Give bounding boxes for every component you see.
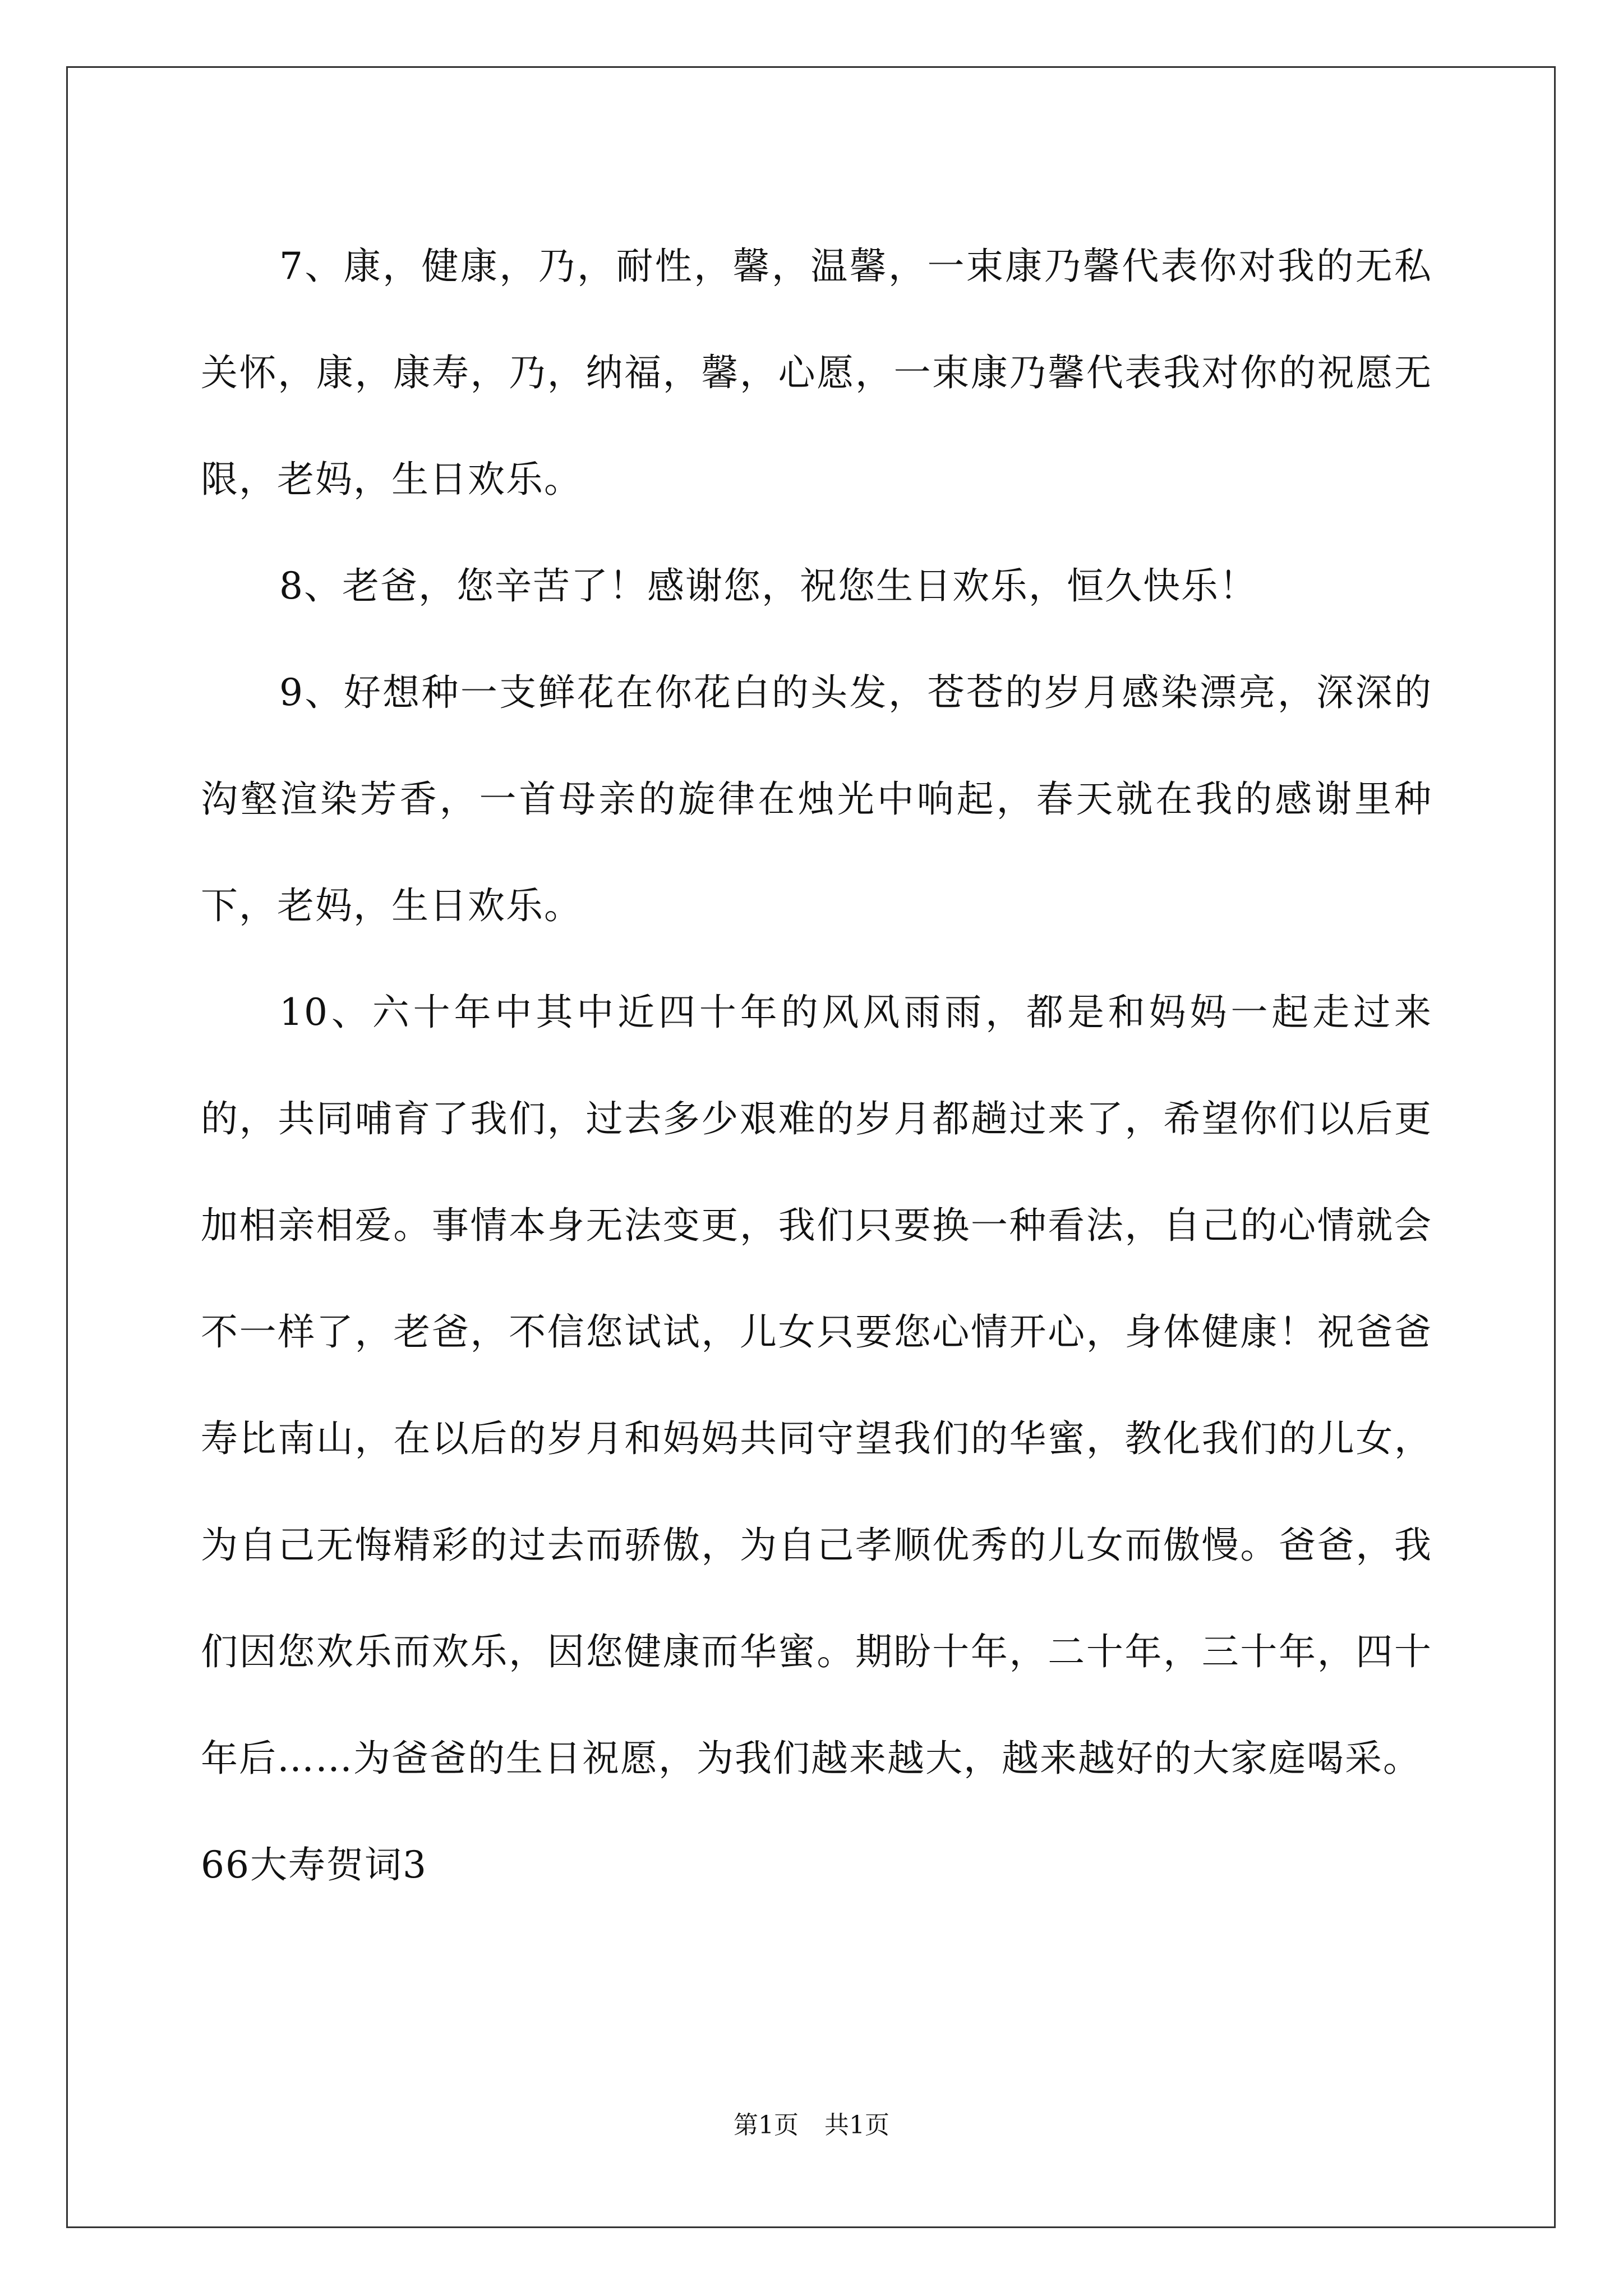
paragraph-9: 9、好想种一支鲜花在你花白的头发，苍苍的岁月感染漂亮，深深的沟壑渲染芳香，一首母亲的旋律在烛光中响起，春天就在我的感谢里种下，老妈，生日欢乐。 xyxy=(201,671,1432,927)
page-footer xyxy=(0,2105,1623,2141)
paragraph-8: 8、老爸，您辛苦了！感谢您，祝您生日欢乐，恒久快乐！ xyxy=(279,564,1257,608)
section-heading: 66大寿贺词3 xyxy=(201,1843,427,1887)
page-number-current: 第1页 xyxy=(734,2111,799,2139)
paragraph-7: 7、康，健康，乃，耐性，馨，温馨，一束康乃馨代表你对我的无私关怀，康，康寿，乃，纳福，馨，心愿，一束康乃馨代表我对你的祝愿无限，老妈，生日欢乐。 xyxy=(201,245,1432,501)
page-number-total: 共1页 xyxy=(824,2111,889,2139)
document-body xyxy=(201,213,1432,1918)
paragraph-10: 10、六十年中其中近四十年的风风雨雨，都是和妈妈一起走过来的，共同哺育了我们，过去多少艰难的岁月都趟过来了，希望你们以后更加相亲相爱。事情本身无法变更，我们只要换一种看法，自己的心情就会不一样了，老爸，不信您试试，儿女只要您心情开心，身体健康！祝爸爸寿比南山，在以后的岁月和妈妈共同守望我们的华蜜，教化我们的儿女，为自己无悔精彩的过去而骄傲，为自己孝顺优秀的儿女而傲慢。爸爸，我们因您欢乐而欢乐，因您健康而华蜜。期盼十年，二十年，三十年，四十年后……为爸爸的生日祝愿，为我们越来越大，越来越好的大家庭喝采。 xyxy=(201,991,1432,1780)
